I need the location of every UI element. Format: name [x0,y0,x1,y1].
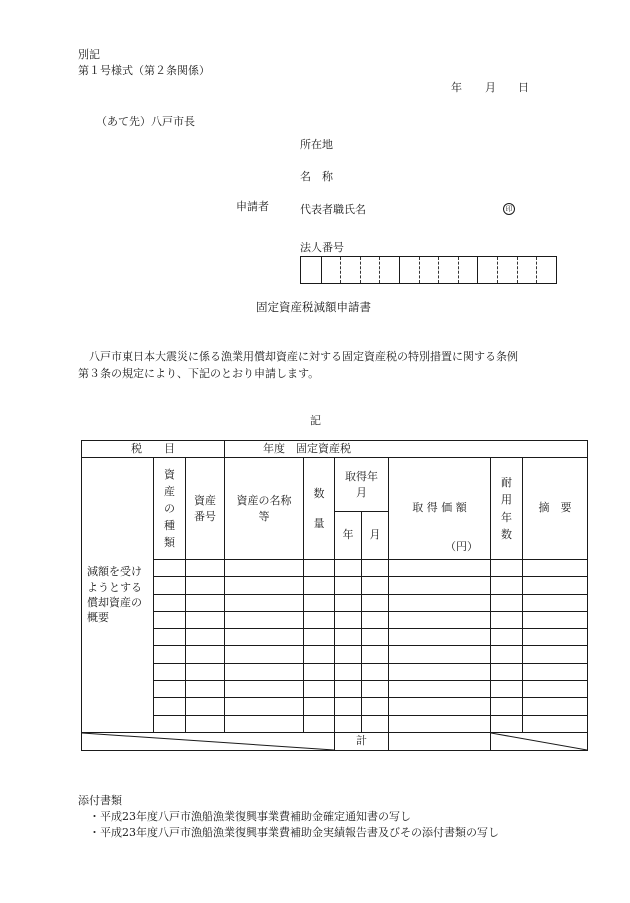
corporate-number-digit[interactable] [517,257,537,283]
ki-heading: 記 [310,414,321,427]
addressee: （あて先）八戸市長 [96,115,195,128]
table-row[interactable] [82,663,588,680]
attachments-title: 添付書類 [78,794,122,807]
diagonal-line [82,733,334,750]
corporate-number-digit[interactable] [438,257,458,283]
corporate-number-digit[interactable] [301,257,321,283]
table-row[interactable] [82,577,588,594]
col-useful-life: 耐 用 年 数 [491,458,523,560]
row-header-reduction-assets: 減額を受け ようとする 償却資産の 概要 [82,458,154,733]
seal-mark: 印 [503,203,515,215]
form-annex-label: 別記 [78,48,100,61]
date-day: 日 [518,81,529,94]
corporate-number-digit[interactable] [360,257,380,283]
corporate-number-digit[interactable] [340,257,360,283]
name-label: 名 称 [300,170,333,183]
corporate-number-label: 法人番号 [300,241,344,254]
total-blank-diagonal [82,732,335,750]
request-text-line2: 第３条の規定により、下記のとおり申請します。 [78,366,320,380]
corporate-number-boxes[interactable] [300,256,557,284]
tax-item-label: 税 目 [82,441,225,458]
attachment-item: ・平成23年度八戸市漁船漁業復興事業費補助金確定通知書の写し [89,810,411,823]
corporate-number-digit[interactable] [321,257,341,283]
col-acquisition-price: 取 得 価 額 （円） [389,458,491,560]
col-asset-name: 資産の名称 等 [225,458,304,560]
representative-label: 代表者職氏名 [300,203,366,216]
col-asset-number: 資産 番号 [186,458,225,560]
corporate-number-digit[interactable] [458,257,478,283]
attachment-item: ・平成23年度八戸市漁船漁業復興事業費補助金実績報告書及びその添付書類の写し [89,826,499,839]
date-month: 月 [485,81,496,94]
col-acq-month: 月 [362,512,389,560]
corporate-number-digit[interactable] [379,257,399,283]
document-title: 固定資産税減額申請書 [256,300,371,314]
total-blank-diagonal-right [491,732,588,750]
col-acq-year: 年 [335,512,362,560]
total-price[interactable] [389,732,491,750]
corporate-number-digit[interactable] [399,257,419,283]
date-year: 年 [451,81,462,94]
table-row[interactable] [82,698,588,715]
address-label: 所在地 [300,138,333,151]
corporate-number-digit[interactable] [536,257,556,283]
table-row[interactable] [82,560,588,577]
table-row[interactable] [82,681,588,698]
col-remarks: 摘 要 [523,458,588,560]
applicant-label: 申請者 [236,200,269,213]
table-row[interactable] [82,629,588,646]
request-text-line1: 八戸市東日本大震災に係る漁業用償却資産に対する固定資産税の特別措置に関する条例 [89,350,518,363]
corporate-number-digit[interactable] [497,257,517,283]
form-number: 第１号様式（第２条関係） [78,64,210,77]
col-acquisition-date: 取得年 月 [335,458,389,512]
table-row[interactable] [82,715,588,732]
col-asset-type: 資 産 の 種 類 [154,458,186,560]
asset-table [81,440,588,751]
tax-item-value: 年度 固定資産税 [225,441,588,458]
table-row[interactable] [82,611,588,628]
total-row [82,732,588,750]
corporate-number-digit[interactable] [419,257,439,283]
request-text [78,349,518,382]
table-row[interactable] [82,646,588,663]
table-row[interactable] [82,594,588,611]
corporate-number-digit[interactable] [477,257,497,283]
col-quantity: 数 量 [304,458,335,560]
diagonal-line [491,733,587,750]
price-unit: （円） [445,540,478,554]
total-label: 計 [335,732,389,750]
